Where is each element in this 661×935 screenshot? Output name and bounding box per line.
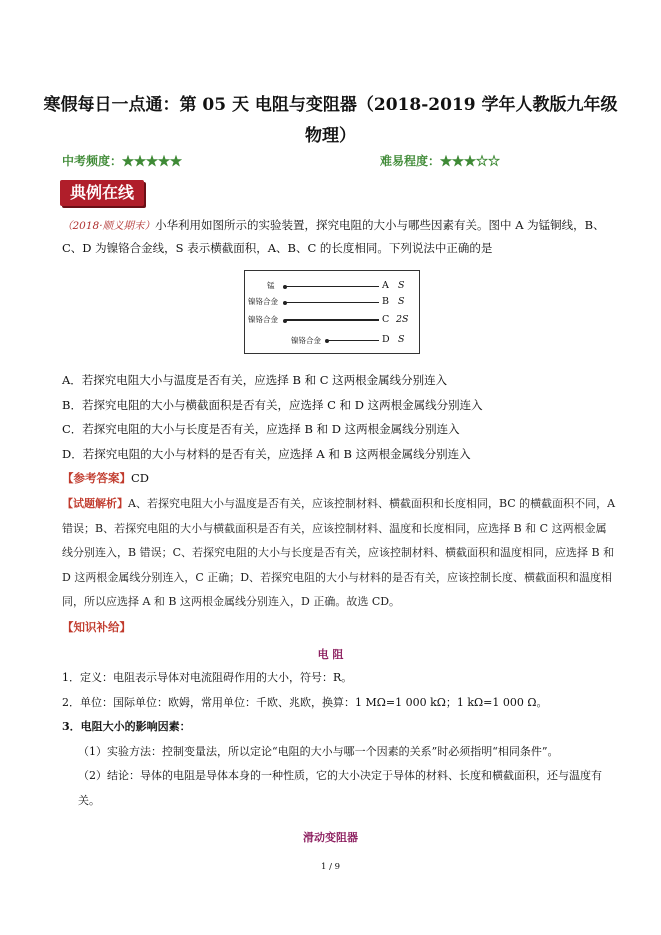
point-conclusion: （2）结论：导体的电阻是导体本身的一种性质，它的大小决定于导体的材料、长度和横截面积，还与温度有关。 [78, 769, 602, 807]
wire-b [285, 302, 379, 303]
answer-row [62, 470, 149, 486]
wire-area-b: S [398, 296, 405, 307]
page-number: 1 / 9 [320, 862, 341, 872]
wire-area-c: 2S [396, 314, 409, 325]
wire-point-b: B [382, 296, 389, 307]
diff-stars: ★★★☆☆ [440, 154, 501, 168]
option-d: D．若探究电阻的大小与材料的是否有关，应选择 A 和 B 这两根金属线分别连入 [62, 446, 471, 461]
difficulty [380, 152, 500, 169]
freq-stars: ★★★★★ [122, 154, 183, 168]
analysis-label: 【试题解析】 [62, 497, 128, 510]
answer-label: 【参考答案】 [62, 471, 131, 485]
supplement-label: 【知识补给】 [62, 620, 131, 634]
analysis-block [62, 492, 617, 615]
question-stem [62, 214, 610, 259]
freq-label: 中考频度： [62, 154, 123, 168]
wire-c [285, 319, 379, 321]
example-banner: 典例在线 [60, 180, 144, 206]
wire-point-a: A [382, 280, 389, 291]
knowledge-points [62, 666, 617, 813]
point-factors: 3．电阻大小的影响因素： [62, 720, 191, 733]
section-heading-resistance: 电 阻 [317, 648, 344, 661]
answer-value: CD [131, 471, 150, 485]
wire-label-d: 镍铬合金 [291, 336, 321, 345]
section-heading-rheostat: 滑动变阻器 [303, 831, 358, 844]
wire-a [285, 286, 379, 287]
question-source: （2018·顺义期末） [62, 220, 156, 232]
wire-diagram [244, 270, 420, 354]
options-list [62, 368, 622, 466]
point-definition: 1．定义：电阻表示导体对电流阻碍作用的大小，符号：R。 [62, 671, 353, 684]
exam-frequency [62, 152, 182, 169]
wire-label-a: 锰 [267, 281, 275, 290]
question-text: 小华利用如图所示的实验装置，探究电阻的大小与哪些因素有关。图中 A 为锰铜线，B、C、D 为镍铬合金线，S 表示横截面积，A、B、C 的长度相同。下列说法中正确的是 [62, 218, 605, 255]
wire-label-b: 镍铬合金 [248, 297, 278, 306]
wire-point-c: C [382, 314, 390, 325]
point-unit: 2．单位：国际单位：欧姆，常用单位：千欧、兆欧，换算：1 MΩ=1 000 kΩ；1 kΩ=1 000 Ω。 [62, 695, 548, 709]
analysis-text: A、若探究电阻大小与温度是否有关，应该控制材料、横截面积和长度相同，BC 的横截面积不同，A 错误；B、若探究电阻的大小与横截面积是否有关，应该控制材料、温度和长度相同，应选择 B 和 C 这两根金属线分别连入，B 错误；C、若探究电阻的大小与长度是否有关，应该控制材料、横截面积和温度相同，应选择 B 和 D 这两根金属线分别连入，C 正确；D、若探究电阻的大小与材料的是否有关，应该控制长度、横截面积和温度相同，所以应选择 A 和 B 这两根金属线分别连入，D 正确。故选 CD。 [62, 497, 616, 608]
wire-label-c: 镍铬合金 [248, 315, 278, 324]
wire-d [327, 340, 379, 341]
option-b: B．若探究电阻的大小与横截面积是否有关，应选择 C 和 D 这两根金属线分别连入 [62, 397, 483, 412]
point-method: （1）实验方法：控制变量法，所以定论“电阻的大小与哪一个因素的关系”时必须指明“相同条件”。 [78, 744, 559, 758]
diff-label: 难易程度： [380, 154, 441, 168]
option-c: C．若探究电阻的大小与长度是否有关，应选择 B 和 D 这两根金属线分别连入 [62, 422, 460, 436]
wire-area-d: S [398, 334, 405, 345]
wire-area-a: S [398, 280, 405, 291]
option-a: A．若探究电阻大小与温度是否有关，应选择 B 和 C 这两根金属线分别连入 [62, 373, 448, 387]
page-title: 寒假每日一点通：第 05 天 电阻与变阻器（2018-2019 学年人教版九年级物理） [43, 95, 618, 146]
wire-point-d: D [382, 334, 390, 345]
